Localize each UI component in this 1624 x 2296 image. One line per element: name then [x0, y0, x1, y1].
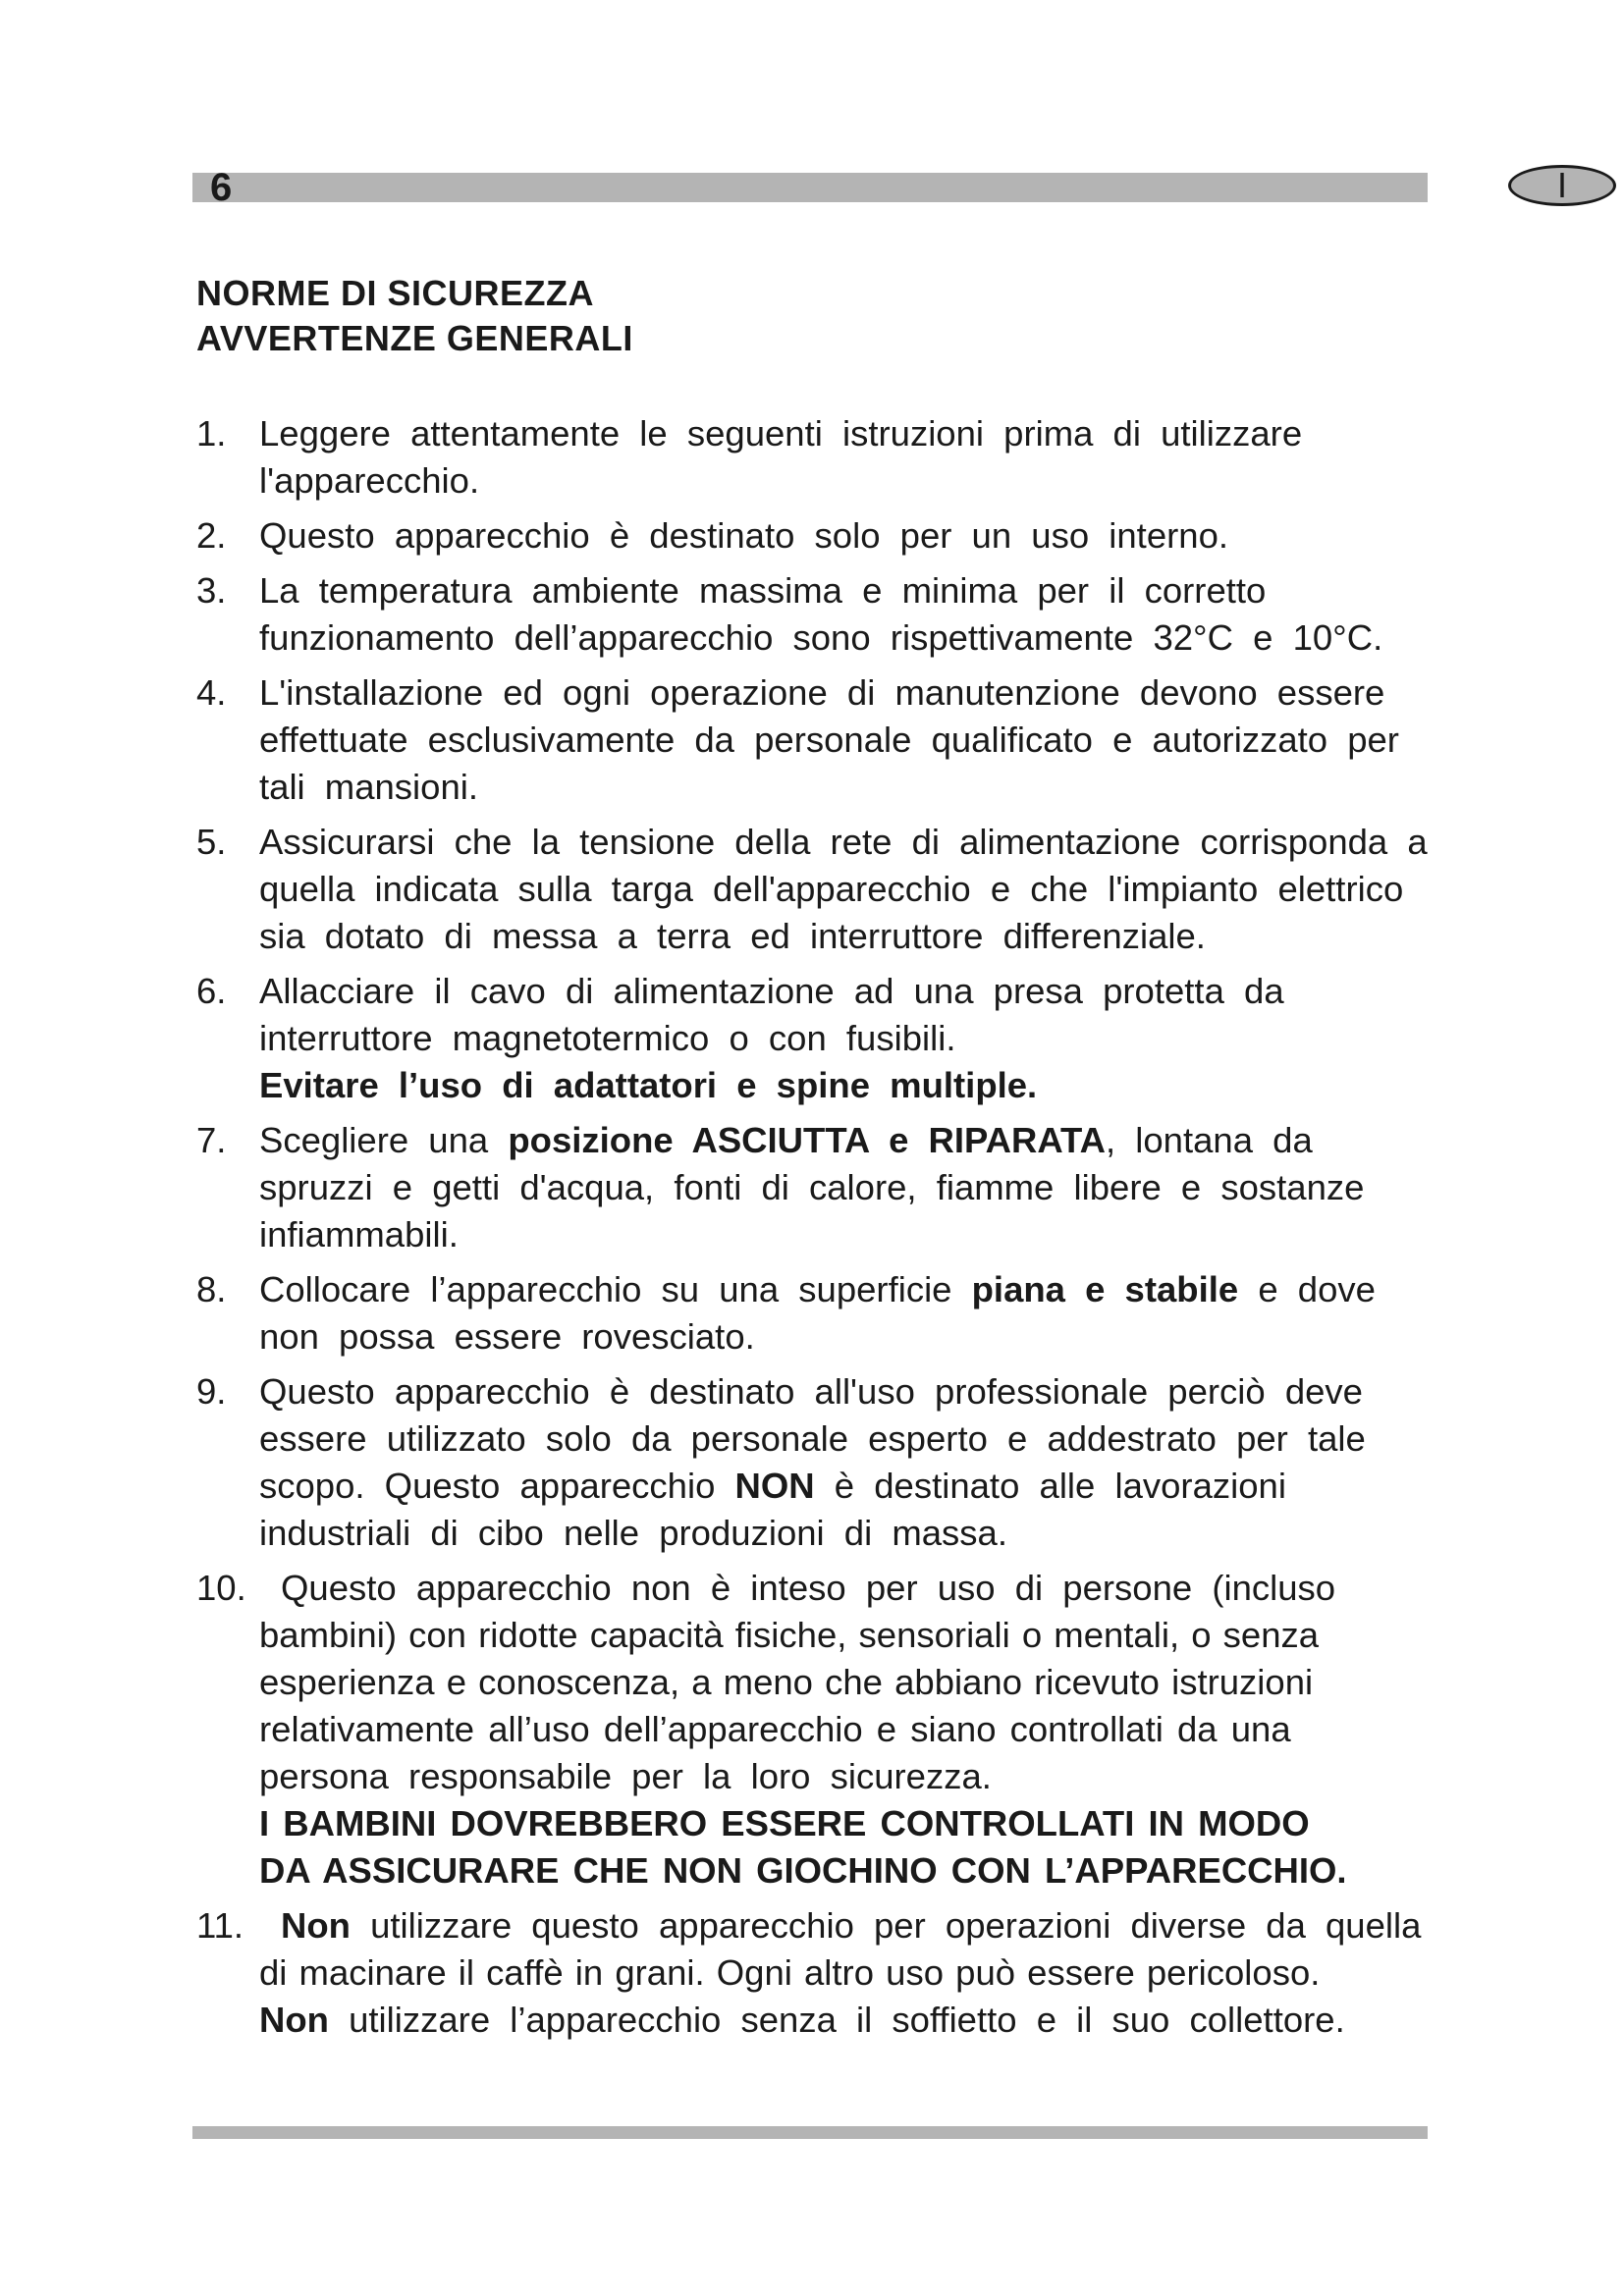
list-item-2: [196, 512, 1591, 560]
item-number: 5.: [196, 822, 227, 862]
item-number: 4.: [196, 672, 227, 713]
list-item-3: [196, 567, 1591, 662]
text-segment: Collocare l’apparecchio su una superficie: [259, 1269, 952, 1309]
text-segment: Scegliere una: [259, 1120, 489, 1160]
item-number: 9.: [196, 1371, 227, 1412]
item-number: 8.: [196, 1269, 227, 1309]
text-segment: e dove: [1258, 1269, 1376, 1309]
title-line-1: NORME DI SICUREZZA: [196, 273, 594, 313]
section-title: [196, 271, 633, 361]
emphasis-segment: Non: [259, 2000, 329, 2040]
item-line: Allacciare il cavo di alimentazione ad una presa protetta da: [259, 971, 1284, 1011]
item-number: 10.: [196, 1568, 246, 1608]
item-number: 3.: [196, 570, 227, 611]
emphasis-segment: NON: [734, 1466, 815, 1506]
text-segment: è destinato alle lavorazioni: [834, 1466, 1286, 1506]
footer-bar: [192, 2126, 1428, 2139]
item-line: non possa essere rovesciato.: [259, 1316, 755, 1357]
item-line: La temperatura ambiente massima e minima per il corretto: [259, 570, 1267, 611]
text-segment: scopo. Questo apparecchio: [259, 1466, 716, 1506]
item-line: [259, 1117, 1591, 1164]
item-line: funzionamento dell’apparecchio sono rispettivamente 32°C e 10°C.: [259, 617, 1383, 658]
item-line: essere utilizzato solo da personale esperto e addestrato per tale: [259, 1418, 1366, 1459]
item-line: [281, 1902, 1591, 1949]
item-number: 6.: [196, 971, 227, 1011]
item-line: spruzzi e getti d'acqua, fonti di calore, fiamme libere e sostanze: [259, 1167, 1365, 1207]
item-line: L'installazione ed ogni operazione di manutenzione devono essere: [259, 672, 1385, 713]
warning-line: Evitare l’uso di adattatori e spine multiple.: [259, 1065, 1038, 1105]
emphasis-segment: piana e stabile: [971, 1269, 1239, 1309]
list-item-11: [196, 1902, 1591, 2044]
emphasis-segment: posizione ASCIUTTA e RIPARATA: [508, 1120, 1106, 1160]
item-line: esperienza e conoscenza, a meno che abbiano ricevuto istruzioni: [259, 1662, 1314, 1702]
item-line: Questo apparecchio non è inteso per uso di persone (incluso: [281, 1568, 1336, 1608]
text-segment: utilizzare l’apparecchio senza il soffietto e il suo collettore.: [349, 2000, 1345, 2040]
item-line: sia dotato di messa a terra ed interruttore differenziale.: [259, 916, 1206, 956]
item-number: 7.: [196, 1120, 227, 1160]
text-segment: , lontana da: [1105, 1120, 1313, 1160]
list-item-1: [196, 410, 1591, 505]
item-line: relativamente all’uso dell’apparecchio e siano controllati da una: [259, 1709, 1291, 1749]
list-item-10: [196, 1565, 1591, 1895]
list-item-9: [196, 1368, 1591, 1557]
warning-line: I BAMBINI DOVREBBERO ESSERE CONTROLLATI IN MODO: [259, 1803, 1310, 1843]
item-line: quella indicata sulla targa dell'apparecchio e che l'impianto elettrico: [259, 869, 1404, 909]
title-line-2: AVVERTENZE GENERALI: [196, 318, 633, 358]
item-line: industriali di cibo nelle produzioni di massa.: [259, 1513, 1007, 1553]
item-line: di macinare il caffè in grani. Ogni altro uso può essere pericoloso.: [259, 1952, 1321, 1993]
item-number: 2.: [196, 515, 227, 556]
warning-line: DA ASSICURARE CHE NON GIOCHINO CON L’APPARECCHIO.: [259, 1850, 1347, 1891]
item-line: [259, 1463, 1591, 1510]
item-line: Questo apparecchio è destinato all'uso professionale perciò deve: [259, 1371, 1363, 1412]
item-line: Leggere attentamente le seguenti istruzioni prima di utilizzare: [259, 413, 1303, 454]
item-line: persona responsabile per la loro sicurezza.: [259, 1756, 992, 1796]
item-line: bambini) con ridotte capacità fisiche, sensoriali o mentali, o senza: [259, 1615, 1320, 1655]
list-item-8: [196, 1266, 1591, 1361]
list-item-4: [196, 669, 1591, 811]
item-line: l'apparecchio.: [259, 460, 480, 501]
item-line: Questo apparecchio è destinato solo per un uso interno.: [259, 515, 1229, 556]
language-badge: I: [1508, 165, 1616, 206]
item-line: tali mansioni.: [259, 767, 479, 807]
item-line: [259, 1266, 1591, 1313]
header-bar: [192, 165, 1567, 209]
item-line: effettuate esclusivamente da personale qualificato e autorizzato per: [259, 720, 1399, 760]
list-item-7: [196, 1117, 1591, 1258]
item-line: infiammabili.: [259, 1214, 459, 1255]
item-line: Assicurarsi che la tensione della rete di alimentazione corrisponda a: [259, 822, 1428, 862]
item-number: 1.: [196, 413, 227, 454]
list-item-5: [196, 819, 1591, 960]
item-number: 11.: [196, 1905, 244, 1946]
item-line: interruttore magnetotermico o con fusibili.: [259, 1018, 956, 1058]
list-item-6: [196, 968, 1591, 1109]
text-segment: utilizzare questo apparecchio per operazioni diverse da quella: [370, 1905, 1422, 1946]
item-line: [259, 1997, 1591, 2044]
page-number: 6: [210, 166, 234, 209]
safety-list: [196, 410, 1591, 2052]
emphasis-segment: Non: [281, 1905, 351, 1946]
